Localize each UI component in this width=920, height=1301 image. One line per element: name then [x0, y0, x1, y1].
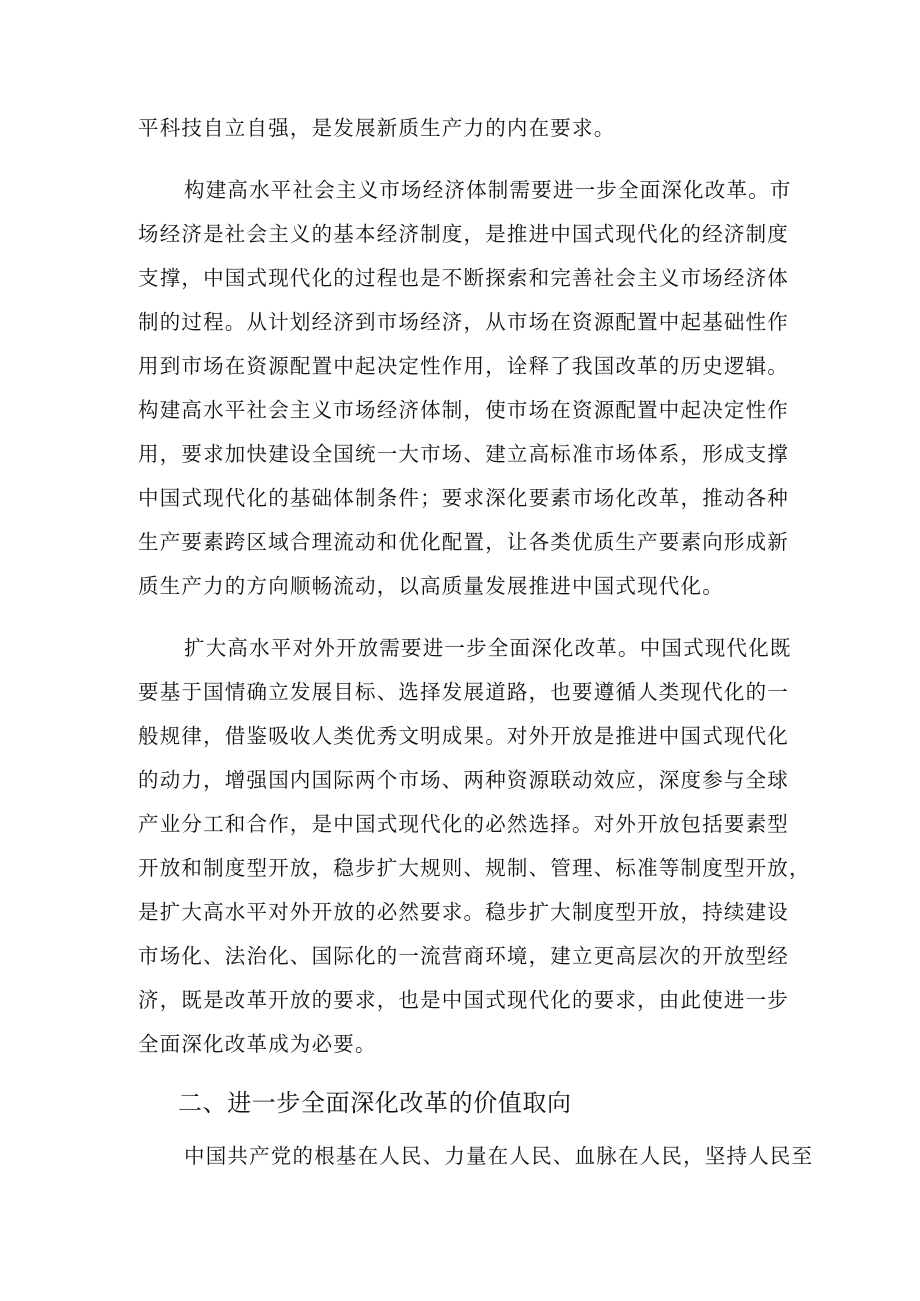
paragraph-line: 市场化、法治化、国际化的一流营商环境，建立更高层次的开放型经	[138, 944, 789, 968]
paragraph-line: 质生产力的方向顺畅流动，以高质量发展推进中国式现代化。	[138, 574, 724, 598]
paragraph-line: 用，要求加快建设全国统一大市场、建立高标准市场体系，形成支撑	[138, 442, 789, 466]
paragraph-line: 构建高水平社会主义市场经济体制，使市场在资源配置中起决定性作	[138, 398, 789, 422]
paragraph-line: 全面深化改革成为必要。	[138, 1032, 377, 1056]
paragraph-line: 中国式现代化的基础体制条件；要求深化要素市场化改革，推动各种	[138, 486, 789, 510]
paragraph-line: 是扩大高水平对外开放的必然要求。稳步扩大制度型开放，持续建设	[138, 900, 789, 924]
paragraph-line: 产业分工和合作，是中国式现代化的必然选择。对外开放包括要素型	[138, 812, 789, 836]
paragraph-line: 构建高水平社会主义市场经济体制需要进一步全面深化改革。市	[184, 178, 792, 202]
paragraph-line: 要基于国情确立发展目标、选择发展道路，也要遵循人类现代化的一	[138, 680, 789, 704]
paragraph-line: 支撑，中国式现代化的过程也是不断探索和完善社会主义市场经济体	[138, 266, 789, 290]
paragraph-line: 制的过程。从计划经济到市场经济，从市场在资源配置中起基础性作	[138, 310, 789, 334]
paragraph-line: 用到市场在资源配置中起决定性作用，诠释了我国改革的历史逻辑。	[138, 354, 789, 378]
paragraph-line: 的动力，增强国内国际两个市场、两种资源联动效应，深度参与全球	[138, 768, 789, 792]
paragraph-line: 场经济是社会主义的基本经济制度，是推进中国式现代化的经济制度	[138, 222, 789, 246]
paragraph-line: 生产要素跨区域合理流动和优化配置，让各类优质生产要素向形成新	[138, 530, 789, 554]
paragraph-line: 扩大高水平对外开放需要进一步全面深化改革。中国式现代化既	[184, 636, 792, 660]
paragraph-line: 平科技自立自强，是发展新质生产力的内在要求。	[138, 116, 616, 140]
section-heading: 二、进一步全面深化改革的价值取向	[178, 1089, 572, 1117]
paragraph-line: 中国共产党的根基在人民、力量在人民、血脉在人民，坚持人民至	[184, 1144, 814, 1168]
paragraph-line: 般规律，借鉴吸收人类优秀文明成果。对外开放是推进中国式现代化	[138, 724, 789, 748]
paragraph-line: 济，既是改革开放的要求，也是中国式现代化的要求，由此使进一步	[138, 988, 789, 1012]
paragraph-line: 开放和制度型开放，稳步扩大规则、规制、管理、标准等制度型开放，	[138, 856, 811, 880]
